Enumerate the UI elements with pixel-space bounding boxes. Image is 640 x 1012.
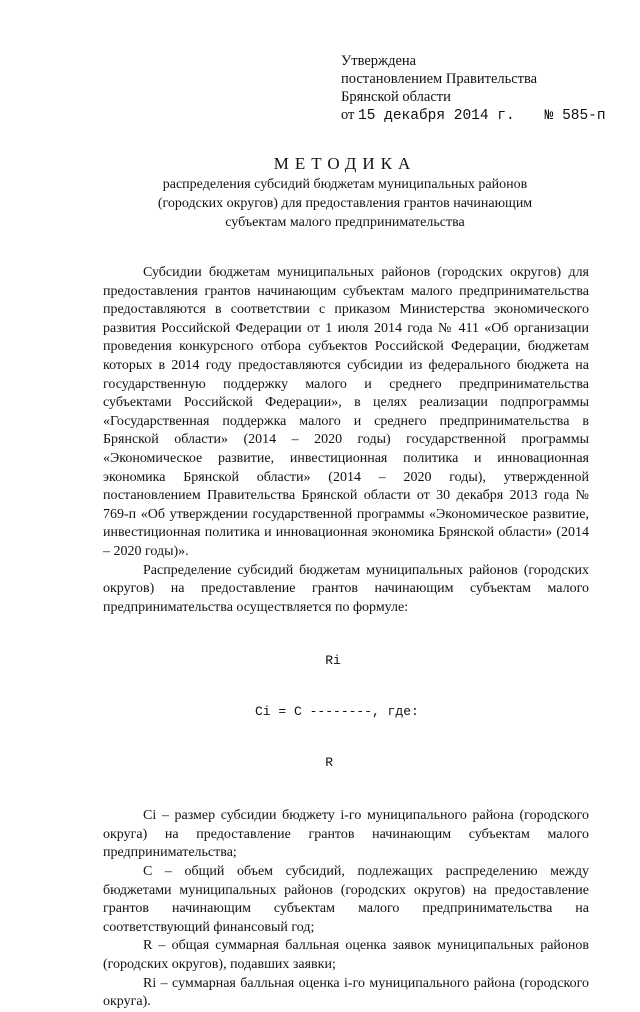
formula (255, 618, 589, 805)
formula-numerator: Ri (255, 653, 341, 669)
approval-line-region: Брянской области (341, 89, 451, 105)
definition-ri: Ri – суммарная балльная оценка i-го муниципального района (городского округа). (103, 975, 589, 1010)
document-heading (100, 153, 590, 232)
formula-denominator: R (255, 755, 334, 771)
approval-line-resolution: постановлением Правительства (341, 71, 538, 87)
definition-r: R – общая суммарная балльная оценка заявок муниципальных районов (городских округов), подавших заявки; (103, 938, 589, 973)
document-body (103, 264, 589, 1012)
paragraph-legal-basis: Субсидии бюджетам муниципальных районов (городских округов) для предоставления грантов начинающим субъектам малого предпринимательства предоставляются в соответствии с приказом Министерства экономического развития Российской Федерации от 1 июля 2014 года № 411 «Об организации проведения конкурсного отбора субъектов Российской Федерации, бюджетам которых в 2014 году предоставляются субсидии из федерального бюджета на государственную поддержку малого и среднего предпринимательства субъектами Российской Федерации», в целях реализации подпрограммы «Государственная поддержка малого и среднего предпринимательства в Брянской области» (2014 – 2020 годы) государственной программы «Экономическое развитие, инвестиционная политика и инновационная экономика Брянской области» (2014 – 2020 годы), утвержденной постановлением Правительства Брянской области от 30 декабря 2013 года № 769-п «Об утверждении государственной программы «Экономическое развитие, инвестиционная политика и инновационная экономика Брянской области» (2014 – 2020 годы)». (103, 265, 589, 559)
definition-c: С – общий объем субсидий, подлежащих распределению между бюджетами муниципальных районов (городских округов) на предоставление грантов начинающим субъектам малого предпринимательства на соответствующий финансовый год; (103, 864, 589, 935)
formula-main: Ci = C --------, где: (255, 704, 419, 720)
approval-line-approved: Утверждена (341, 53, 417, 69)
approval-date: 15 декабря 2014 г. (358, 108, 515, 124)
definition-ci: Ci – размер субсидии бюджету i-го муниципального района (городского округа) на предоставление грантов начинающим субъектам малого предпринимательства; (103, 808, 589, 861)
document-subtitle-line-3: субъектам малого предпринимательства (225, 215, 465, 230)
approval-date-prefix: от (341, 107, 355, 123)
paragraph-distribution: Распределение субсидий бюджетам муниципальных районов (городских округов) на предоставление грантов начинающим субъектам малого предпринимательства осуществляется по формуле: (103, 562, 589, 615)
approval-number: № 585-п (544, 108, 606, 124)
document-subtitle-line-2: (городских округов) для предоставления грантов начинающим (157, 196, 533, 211)
approval-stamp (341, 52, 606, 125)
approval-date-line (341, 106, 606, 125)
document-subtitle-line-1: распределения субсидий бюджетам муниципальных районов (162, 177, 528, 192)
document-title: МЕТОДИКА (273, 154, 417, 173)
